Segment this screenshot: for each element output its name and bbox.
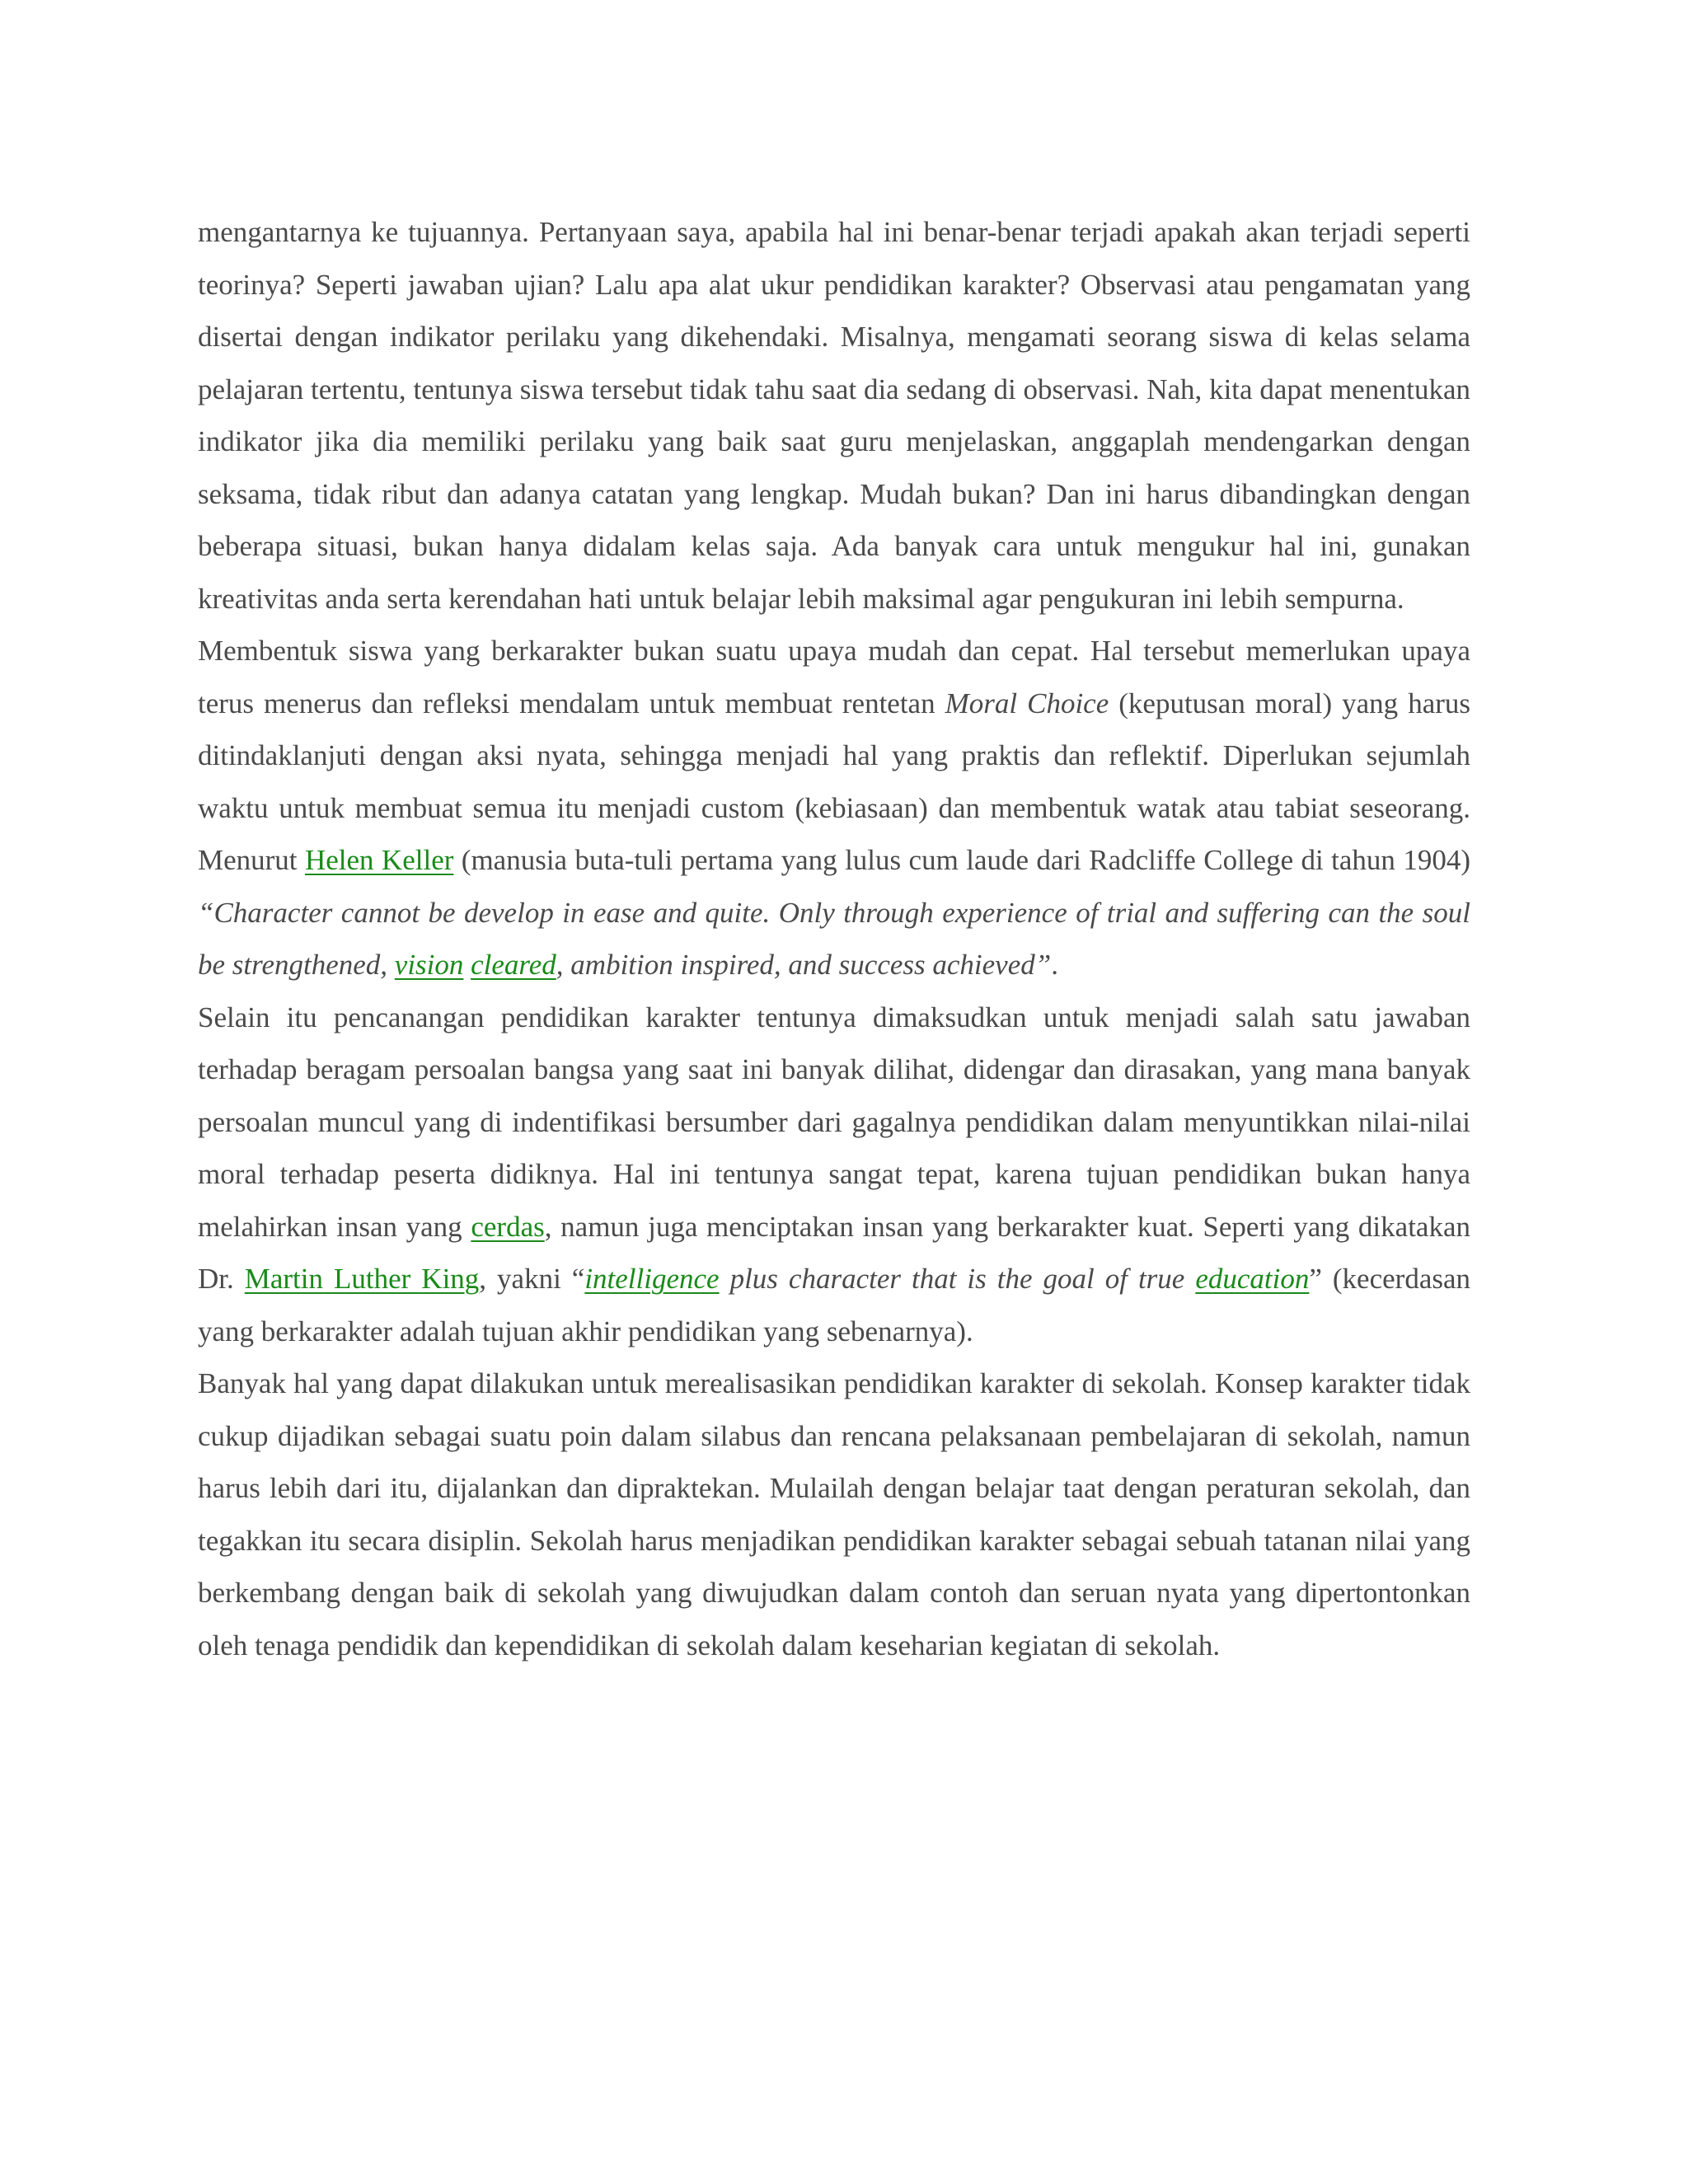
text-segment: (manusia buta-tuli pertama yang lulus cum laude dari Radcliffe College di tahun 1904) [453,844,1470,876]
helen-keller-quote [198,897,1470,982]
text-segment: Membentuk siswa yang berkarakter bukan suatu upaya mudah dan cepat. Hal tersebut memerlukan upaya terus menerus dan refleksi mendalam untuk membuat rentetan [198,635,1470,719]
quote-segment: “Character cannot be develop in ease and quite. Only through experience of trial and suffering can the soul be strengthened, [198,896,1470,981]
text-segment: (keputusan moral) yang harus ditindaklanjuti dengan aksi nyata, sehingga menjadi hal yang praktis dan reflektif. Diperlukan sejumlah waktu untuk membuat semua itu menjadi custom (kebiasaan) dan membentuk watak atau tabiat seseorang. Menurut [198,687,1471,876]
text-segment: ” (kecerdasan yang berkarakter adalah tujuan akhir pendidikan yang sebenarnya). [198,1263,1471,1347]
mlk-quote [584,1263,1309,1295]
martin-luther-king-link[interactable]: Martin Luther King [244,1263,480,1295]
text-segment: , yakni “ [479,1263,585,1295]
cerdas-link[interactable]: cerdas [471,1210,545,1243]
education-link[interactable]: education [1195,1263,1310,1295]
paragraph-measurement [198,206,1470,625]
text-segment: , namun juga menciptakan insan yang berkarakter kuat. Seperti yang dikatakan Dr. [198,1210,1470,1295]
paragraph-text: Banyak hal yang dapat dilakukan untuk merealisasikan pendidikan karakter di sekolah. Konsep karakter tidak cukup dijadikan sebagai suatu poin dalam silabus dan rencana pelaksanaan pembelajaran di sekolah, namun harus lebih dari itu, dijalankan dan dipraktekan. Mulailah dengan belajar taat dengan peraturan sekolah, dan tegakkan itu secara disiplin. Sekolah harus menjadikan pendidikan karakter sebagai sebuah tatanan nilai yang berkembang dengan baik di sekolah yang diwujudkan dalam contoh dan seruan nyata yang dipertontonkan oleh tenaga pendidik dan kependidikan di sekolah dalam keseharian kegiatan di sekolah. [198,1367,1470,1661]
text-segment: Selain itu pencanangan pendidikan karakter tentunya dimaksudkan untuk menjadi salah satu jawaban terhadap beragam persoalan bangsa yang saat ini banyak dilihat, didengar dan dirasakan, yang mana banyak persoalan muncul yang di indentifikasi bersumber dari gagalnya pendidikan dalam menyuntikkan nilai-nilai moral terhadap peserta didiknya. Hal ini tentunya sangat tepat, karena tujuan pendidikan bukan hanya melahirkan insan yang [198,1001,1470,1243]
paragraph-school-implementation [198,1357,1470,1671]
text-segment: . [1051,949,1058,981]
quote-segment: plus character that is the goal of true [719,1263,1196,1295]
document-body [198,206,1470,1671]
moral-choice-term: Moral Choice [945,687,1109,719]
paragraph-text: mengantarnya ke tujuannya. Pertanyaan saya, apabila hal ini benar-benar terjadi apakah akan terjadi seperti teorinya? Seperti jawaban ujian? Lalu apa alat ukur pendidikan karakter? Observasi atau pengamatan yang disertai dengan indikator perilaku yang dikehendaki. Misalnya, mengamati seorang siswa di kelas selama pelajaran tertentu, tentunya siswa tersebut tidak tahu saat dia sedang di observasi. Nah, kita dapat menentukan indikator jika dia memiliki perilaku yang baik saat guru menjelaskan, anggaplah mendengarkan dengan seksama, tidak ribut dan adanya catatan yang lengkap. Mudah bukan? Dan ini harus dibandingkan dengan beberapa situasi, bukan hanya didalam kelas saja. Ada banyak cara untuk mengukur hal ini, gunakan kreativitas anda serta kerendahan hati untuk belajar lebih maksimal agar pengukuran ini lebih sempurna. [198,216,1470,615]
quote-space [463,949,471,981]
vision-link[interactable]: vision [394,949,464,981]
paragraph-character-building [198,625,1470,991]
intelligence-link[interactable]: intelligence [584,1263,720,1295]
paragraph-character-education-goal [198,991,1470,1358]
cleared-link[interactable]: cleared [471,949,556,981]
quote-segment: , ambition inspired, and success achieved” [556,949,1052,981]
helen-keller-link[interactable]: Helen Keller [304,844,454,876]
